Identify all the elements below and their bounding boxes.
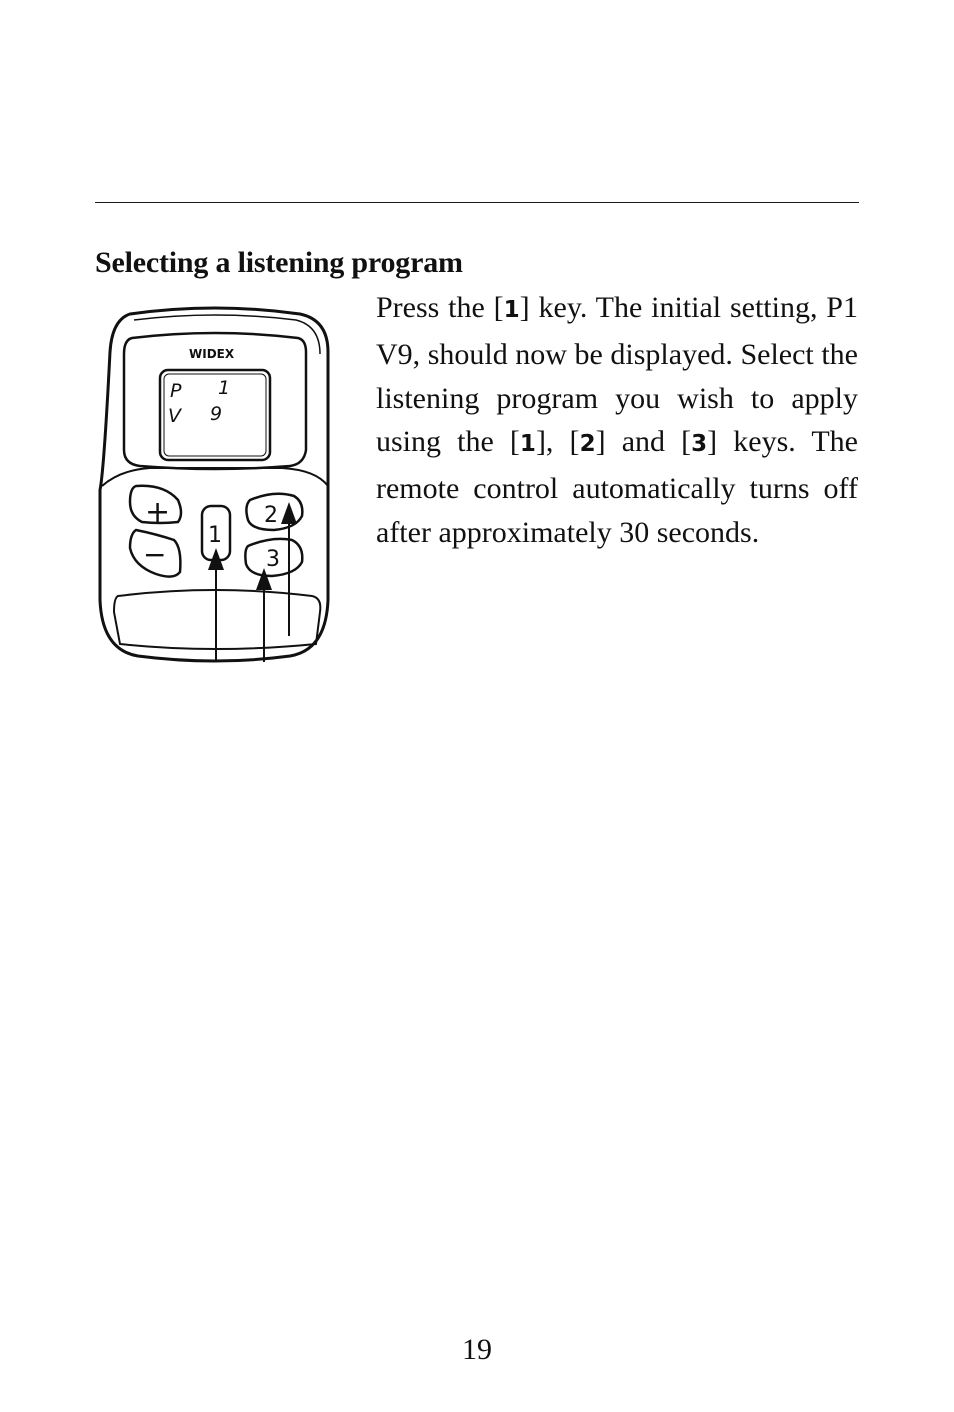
key-1-reference: 1: [503, 297, 520, 323]
minus-label: −: [143, 538, 167, 571]
text-part-3: ], [: [535, 425, 580, 459]
lcd-program-label: P: [170, 380, 182, 402]
plus-label: +: [145, 495, 171, 530]
key-3-reference: 3: [691, 431, 708, 458]
text-part-2: ] key. The initial setting, P1 V9, should now be displayed. Select the listening program you wish to apply using the [: [376, 291, 858, 459]
page-number: 19: [462, 1333, 492, 1366]
key-2-reference: 2: [579, 431, 596, 458]
lcd-volume-label: V: [168, 405, 181, 427]
lcd-volume-value: 9: [210, 403, 223, 425]
section-heading: Selecting a listening program: [95, 246, 463, 279]
lcd-program-value: 1: [218, 377, 231, 399]
brand-logo: WIDEX: [189, 347, 235, 361]
key-2-label: 2: [264, 503, 278, 528]
key-1-label: 1: [208, 523, 222, 548]
remote-control-illustration: [90, 300, 340, 670]
top-divider: [95, 202, 859, 203]
key-3-label: 3: [266, 547, 280, 572]
text-part-4: ] and [: [595, 425, 692, 459]
instruction-paragraph: [376, 286, 858, 555]
text-part-5: ] keys. The remote control automatically turns off after approximately 30 seconds.: [376, 425, 858, 549]
key-1-reference-second: 1: [519, 431, 536, 458]
text-part-1: Press the [: [376, 291, 504, 324]
